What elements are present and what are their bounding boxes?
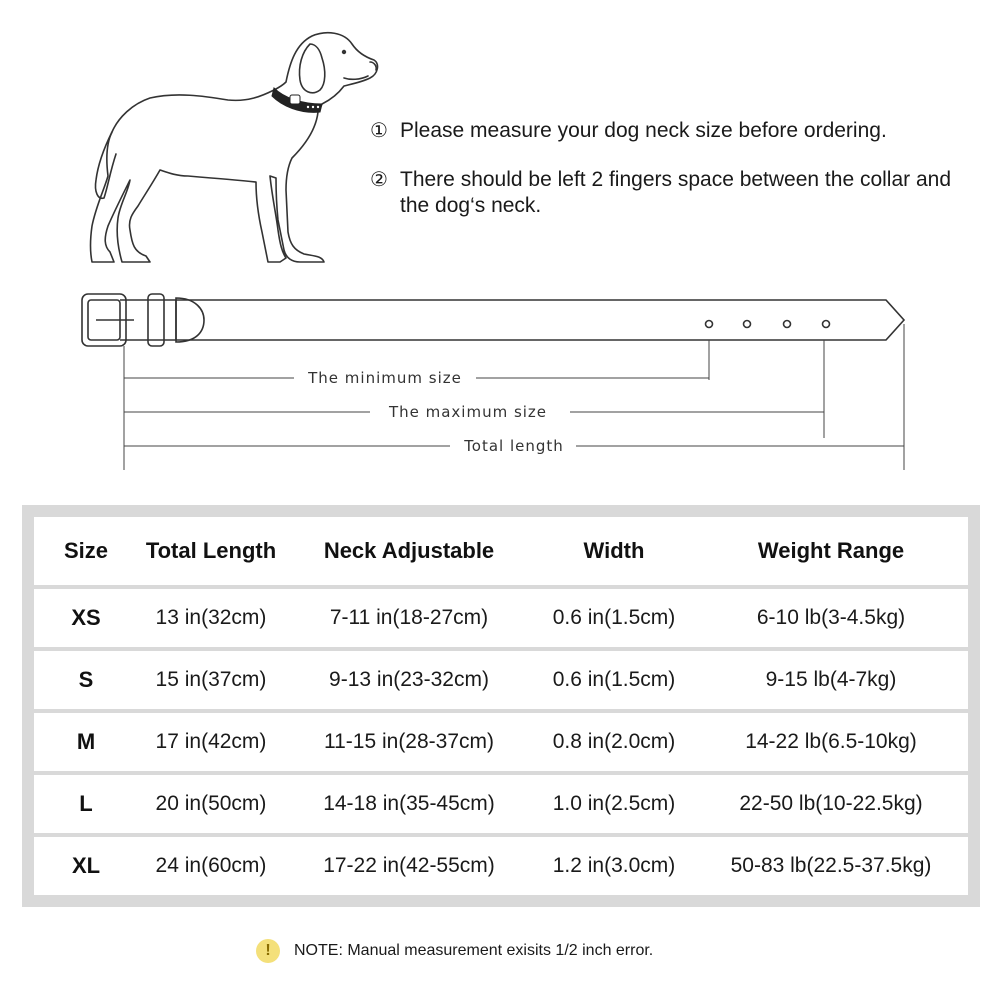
instruction-number: ① — [370, 120, 388, 142]
header-width: Width — [583, 538, 645, 563]
minimum-size-label: The minimum size — [308, 369, 462, 387]
cell-width: 1.0 in(2.5cm) — [552, 792, 676, 815]
cell-width: 0.6 in(1.5cm) — [552, 606, 676, 629]
cell-size: S — [78, 667, 94, 692]
cell-weight-range: 6-10 lb(3-4.5kg) — [756, 606, 906, 629]
cell-total-length: 13 in(32cm) — [155, 606, 267, 629]
instruction-text: Please measure your dog neck size before ordering. — [400, 119, 887, 142]
collar-diagram — [0, 280, 1000, 480]
table-row — [34, 775, 968, 833]
collar-hole — [784, 321, 791, 328]
cell-total-length: 17 in(42cm) — [155, 730, 267, 753]
size-table-inner — [34, 517, 968, 895]
size-table — [22, 505, 980, 907]
header-size: Size — [63, 538, 109, 563]
cell-size: L — [79, 791, 93, 816]
cell-weight-range: 50-83 lb(22.5-37.5kg) — [730, 854, 932, 877]
cell-neck-adjustable: 11-15 in(28-37cm) — [323, 730, 495, 753]
cell-total-length: 20 in(50cm) — [155, 792, 267, 815]
collar-hole — [823, 321, 830, 328]
cell-size: XS — [71, 605, 101, 630]
table-row — [34, 651, 968, 709]
cell-width: 1.2 in(3.0cm) — [552, 854, 676, 877]
cell-weight-range: 14-22 lb(6.5-10kg) — [745, 730, 917, 753]
cell-neck-adjustable: 17-22 in(42-55cm) — [323, 854, 495, 877]
d-ring-icon — [176, 298, 204, 342]
exclamation-icon: ! — [256, 939, 280, 963]
cell-weight-range: 22-50 lb(10-22.5kg) — [739, 792, 923, 815]
keeper-loop — [148, 294, 164, 346]
instruction-number: ② — [370, 169, 388, 191]
cell-neck-adjustable: 14-18 in(35-45cm) — [323, 792, 495, 815]
instruction-2 — [370, 167, 970, 219]
dog-illustration — [0, 0, 400, 280]
note-text: NOTE: Manual measurement exisits 1/2 inch error. — [294, 942, 654, 959]
cell-neck-adjustable: 9-13 in(23-32cm) — [329, 668, 489, 691]
cell-size: M — [76, 729, 96, 754]
table-row — [34, 713, 968, 771]
total-length-label: Total length — [464, 437, 564, 455]
instruction-1 — [370, 118, 887, 144]
cell-width: 0.8 in(2.0cm) — [552, 730, 676, 753]
cell-neck-adjustable: 7-11 in(18-27cm) — [329, 606, 489, 629]
header-weight-range: Weight Range — [757, 538, 905, 563]
table-header-row — [34, 517, 968, 585]
header-neck-adjustable: Neck Adjustable — [323, 538, 495, 563]
maximum-size-label: The maximum size — [388, 403, 548, 421]
cell-total-length: 24 in(60cm) — [155, 854, 267, 877]
table-row — [34, 589, 968, 647]
cell-weight-range: 9-15 lb(4-7kg) — [765, 668, 897, 691]
instruction-text: There should be left 2 fingers space between the collar and the dog‘s neck. — [400, 168, 952, 217]
cell-total-length: 15 in(37cm) — [155, 668, 267, 691]
table-row — [34, 837, 968, 895]
collar-hole — [744, 321, 751, 328]
cell-width: 0.6 in(1.5cm) — [552, 668, 676, 691]
note — [256, 938, 653, 964]
collar-hole — [706, 321, 713, 328]
header-total-length: Total Length — [145, 538, 277, 563]
cell-size: XL — [71, 853, 101, 878]
